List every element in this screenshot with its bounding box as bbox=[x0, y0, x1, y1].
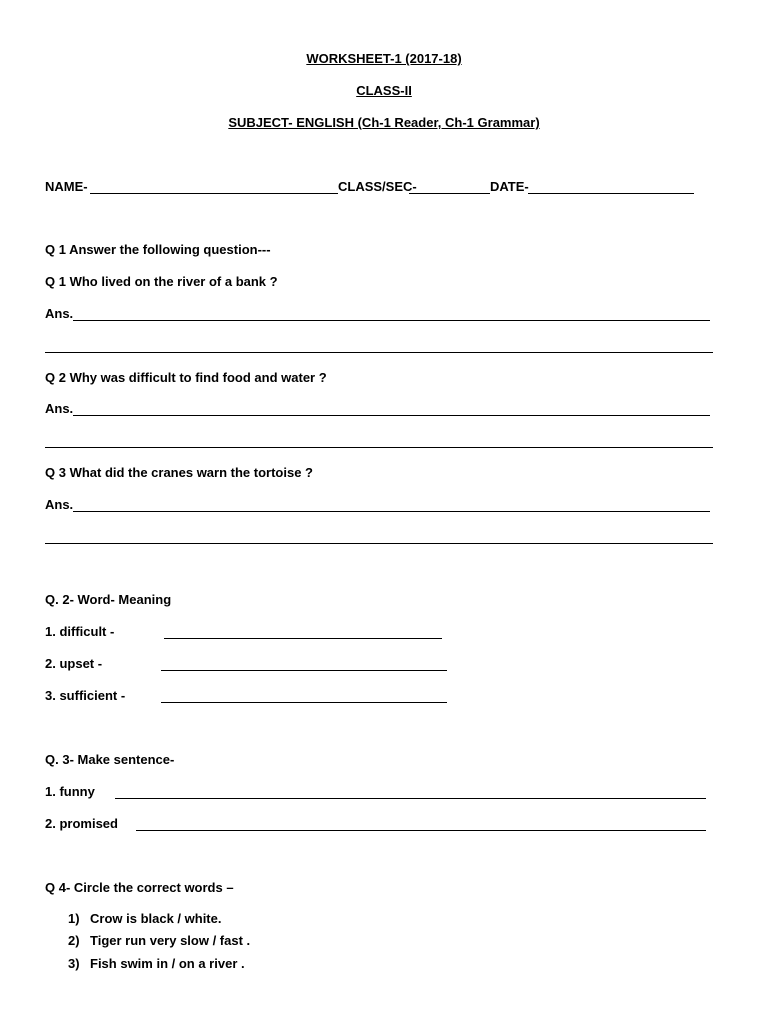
answer-line-3a[interactable] bbox=[73, 511, 710, 512]
question-3: Q 3 What did the cranes warn the tortoise ? bbox=[45, 465, 313, 480]
word-item-2: 2. upset - bbox=[45, 656, 103, 671]
answer-line-2a[interactable] bbox=[73, 415, 710, 416]
subject-heading: SUBJECT- ENGLISH (Ch-1 Reader, Ch-1 Grammar) bbox=[228, 115, 540, 130]
word-item-1: 1. difficult - bbox=[45, 624, 115, 639]
section2-heading: Q. 2- Word- Meaning bbox=[45, 592, 172, 607]
section4-heading: Q 4- Circle the correct words – bbox=[45, 880, 234, 895]
circle-item-1[interactable]: Crow is black / white. bbox=[90, 911, 222, 926]
circle-item-2-number: 2) bbox=[68, 933, 80, 948]
section3-heading: Q. 3- Make sentence- bbox=[45, 752, 175, 767]
date-label: DATE- bbox=[490, 179, 529, 194]
circle-item-1-number: 1) bbox=[68, 911, 80, 926]
answer-label-1: Ans. bbox=[45, 306, 74, 321]
question-2: Q 2 Why was difficult to find food and water ? bbox=[45, 370, 327, 385]
circle-item-3[interactable]: Fish swim in / on a river . bbox=[90, 956, 245, 971]
answer-line-1b[interactable] bbox=[45, 352, 713, 353]
sentence-item-1: 1. funny bbox=[45, 784, 95, 799]
class-sec-label: CLASS/SEC- bbox=[338, 179, 417, 194]
word-meaning-line-3[interactable] bbox=[161, 702, 447, 703]
answer-line-2b[interactable] bbox=[45, 447, 713, 448]
question-1: Q 1 Who lived on the river of a bank ? bbox=[45, 274, 278, 289]
sentence-line-1[interactable] bbox=[115, 798, 706, 799]
word-item-3: 3. sufficient - bbox=[45, 688, 126, 703]
name-label: NAME- bbox=[45, 179, 88, 194]
word-meaning-line-2[interactable] bbox=[161, 670, 447, 671]
answer-label-2: Ans. bbox=[45, 401, 74, 416]
answer-line-3b[interactable] bbox=[45, 543, 713, 544]
date-field[interactable] bbox=[528, 193, 694, 194]
word-meaning-line-1[interactable] bbox=[164, 638, 442, 639]
sentence-line-2[interactable] bbox=[136, 830, 706, 831]
class-heading: CLASS-II bbox=[356, 83, 412, 98]
section1-heading: Q 1 Answer the following question--- bbox=[45, 242, 271, 257]
sentence-item-2: 2. promised bbox=[45, 816, 118, 831]
class-sec-field[interactable] bbox=[409, 193, 490, 194]
worksheet-title: WORKSHEET-1 (2017-18) bbox=[306, 51, 462, 66]
name-field[interactable] bbox=[90, 193, 338, 194]
circle-item-2[interactable]: Tiger run very slow / fast . bbox=[90, 933, 251, 948]
answer-line-1a[interactable] bbox=[73, 320, 710, 321]
circle-item-3-number: 3) bbox=[68, 956, 80, 971]
answer-label-3: Ans. bbox=[45, 497, 74, 512]
